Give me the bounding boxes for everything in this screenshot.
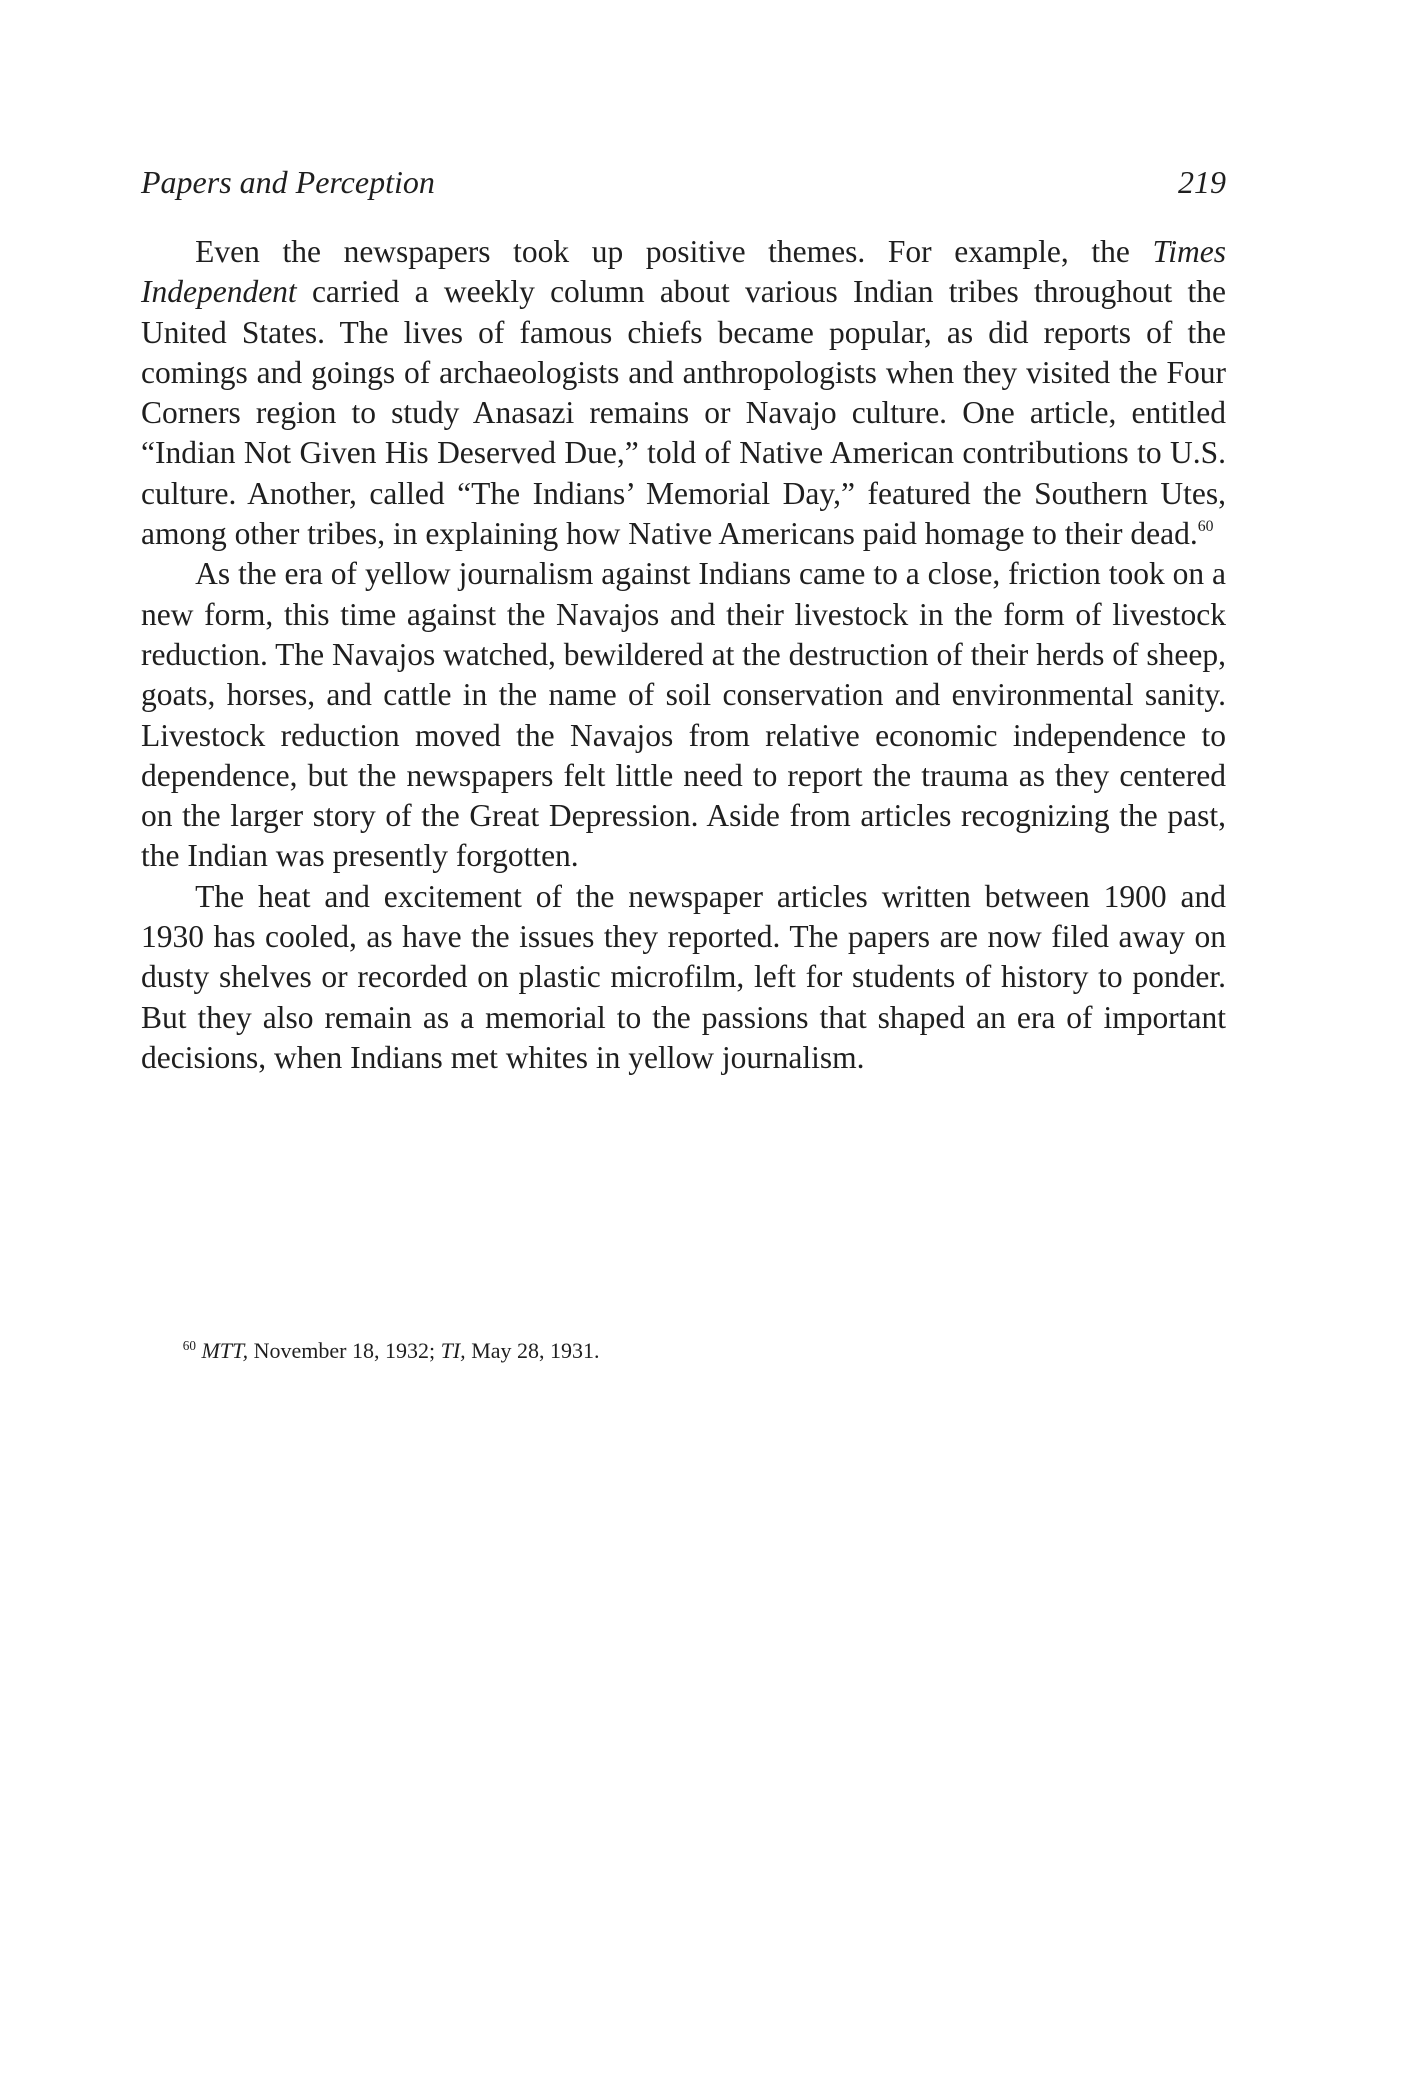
footnote-source-2: TI,: [440, 1338, 466, 1363]
footnote-date-2: May 28, 1931.: [465, 1338, 600, 1363]
paragraph-1-text-a: Even the newspapers took up positive themes. For example, the: [195, 234, 1153, 269]
footnote-source-1: MTT,: [201, 1338, 249, 1363]
running-head-title: Papers and Perception: [141, 164, 435, 200]
footnote-reference[interactable]: 60: [1197, 517, 1214, 535]
paragraph-2: As the era of yellow journalism against Indians came to a close, friction took on a new form, this time against the Navajos and their livestock in the form of livestock reduction. The Navajos watched, bewildered at the destruction of their herds of sheep, goats, horses, and cattle in the name of soil conservation and environmental sanity. Livestock reduction moved the Navajos from relative economic independence to dependence, but the newspapers felt little need to report the trauma as they centered on the larger story of the Great Depression. Aside from articles recognizing the past, the Indian was presently forgotten.: [141, 556, 1226, 874]
paragraph-1: [141, 232, 1226, 554]
paragraph-3: The heat and excitement of the newspaper articles written between 1900 and 1930 has cooled, as have the issues they reported. The papers are now filed away on dusty shelves or recorded on plastic microfilm, left for students of history to ponder. But they also remain as a memorial to the passions that shaped an era of important decisions, when Indians met whites in yellow journalism.: [141, 878, 1226, 1075]
page-number: 219: [1178, 164, 1226, 200]
newspaper-title-italic: Times Independent: [141, 234, 1226, 310]
footnote-mark: 60: [182, 1338, 196, 1354]
running-head: [141, 160, 1226, 204]
footnote-date-1: November 18, 1932;: [248, 1338, 441, 1363]
footnote: [141, 1336, 1226, 1366]
paragraph-1-text-b: carried a weekly column about various Indian tribes throughout the United States. The lives of famous chiefs became popular, as did reports of the comings and goings of archaeologists and anthropologists when they visited the Four Corners region to study Anasazi remains or Navajo culture. One article, entitled “Indian Not Given His Deserved Due,” told of Native American contributions to U.S. culture. Another, called “The Indians’ Memorial Day,” featured the Southern Utes, among other tribes, in explaining how Native Americans paid homage to their dead.: [141, 274, 1226, 552]
body-text: [141, 232, 1226, 1078]
